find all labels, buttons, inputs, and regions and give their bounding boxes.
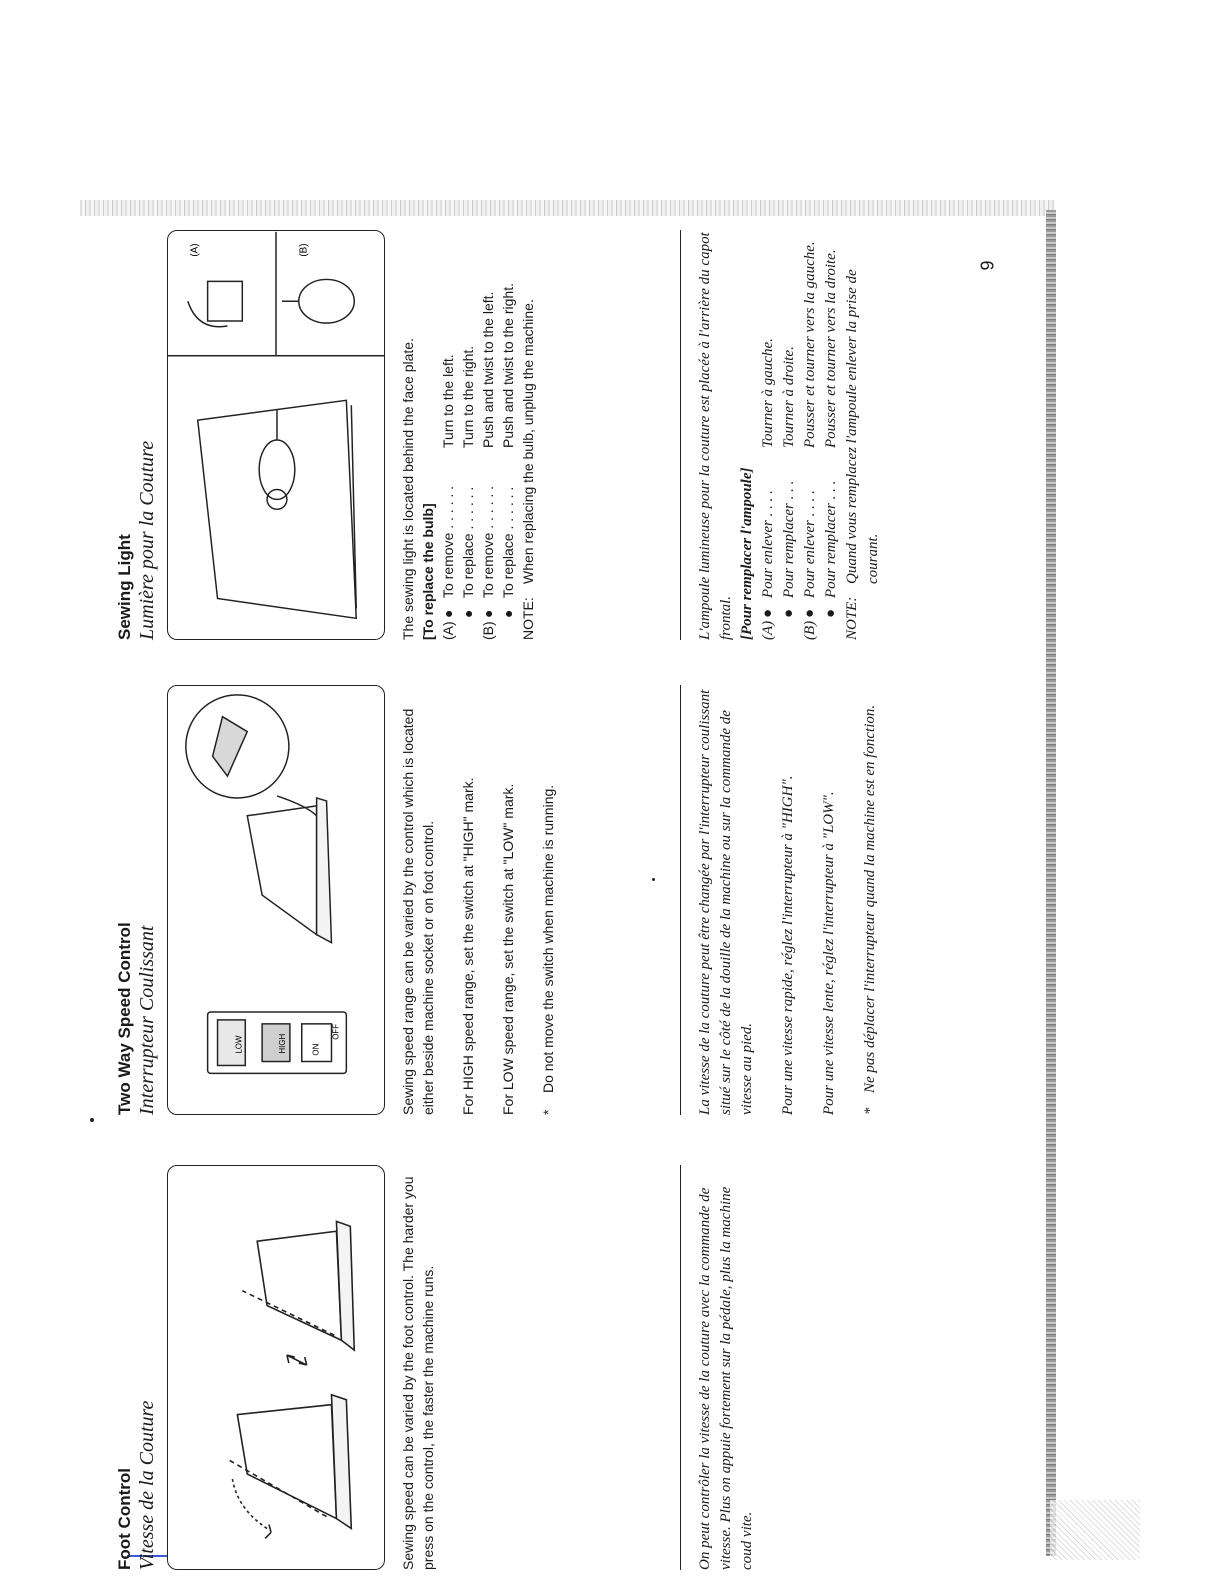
switch-label-on: ON [311, 1043, 321, 1056]
speed-control-text [398, 685, 558, 1115]
foot-control-title: Foot Control [115, 1468, 134, 1570]
bulb-step: ● To replace . . . . . . Push and twist to the right. [500, 283, 516, 618]
bulb-step-fr: ● Pour remplacer . . . Tourner à droite. [779, 230, 800, 640]
bulb-illustration [168, 231, 384, 639]
sewing-light-intro: The sewing light is located behind the face plate. [400, 338, 416, 640]
foot-control-figure [167, 1165, 385, 1570]
note-label-fr: NOTE: [844, 596, 860, 640]
foot-control-paragraph: Sewing speed can be varied by the foot control. The harder you press on the control, the faster the machine runs. [400, 1176, 436, 1570]
bulb-step: (A) ● To remove . . . . . . Turn to the left. [440, 354, 456, 640]
stray-dot [90, 1118, 94, 1122]
speed-control-section [115, 685, 878, 1115]
fig-label-a: (A) [189, 243, 201, 257]
note-text: When replacing the bulb, unplug the machine. [520, 299, 536, 584]
warning-star: * [540, 1109, 556, 1115]
note-text-fr: Quand vous remplacez l'ampoule enlever la prise de courant. [844, 269, 881, 584]
bulb-step-fr: (A) ● Pour enlever . . . . Tourner à gauche. [758, 230, 779, 640]
bulb-heading-fr: [Pour remplacer l'ampoule] [739, 467, 755, 640]
speed-control-title-fr: Interrupteur Coulissant [136, 925, 158, 1115]
speed-control-p1: Sewing speed range can be varied by the control which is located either beside machine socket or on foot control. [400, 708, 436, 1115]
switch-label-low: LOW [234, 1035, 244, 1054]
speed-control-p2-fr: Pour une vitesse rapide, réglez l'interrupteur à "HIGH". [780, 775, 796, 1115]
speed-control-title: Two Way Speed Control [115, 922, 134, 1115]
bulb-step-fr: ● Pour remplacer . . . Pousser et tourner vers la droite. [821, 230, 842, 640]
speed-control-p1-fr: La vitesse de la couture peut être changée par l'interrupteur coulissant situé sur le côté de la douille de la machine ou sur la commande de vitesse au pied. [697, 689, 755, 1115]
note-label: NOTE: [520, 597, 536, 640]
speed-control-p3: For LOW speed range, set the switch at "LOW" mark. [500, 783, 516, 1115]
speed-control-french [680, 685, 881, 1115]
speed-control-p3-fr: Pour une vitesse lente, réglez l'interrupteur à "LOW". [821, 791, 837, 1115]
fig-label-b: (B) [298, 243, 310, 257]
bullet-icon: ● [480, 609, 496, 618]
bulb-step-fr: (B) ● Pour enlever . . . . Pousser et tourner vers la gauche. [800, 230, 821, 640]
speed-control-p2: For HIGH speed range, set the switch at "HIGH" mark. [460, 777, 476, 1115]
speed-control-warning-fr [860, 685, 881, 1115]
sewing-light-note [518, 230, 538, 640]
foot-control-section [115, 1165, 755, 1570]
bulb-step: (B) ● To remove . . . . . . Push and twist to the left. [480, 291, 496, 640]
speed-control-p4-fr: Ne pas déplacer l'interrupteur quand la machine est en fonction. [862, 704, 878, 1093]
speed-switch-illustration [168, 686, 384, 1114]
bullet-icon: ● [460, 609, 476, 618]
bulb-step: ● To replace . . . . . . Turn to the right. [460, 345, 476, 618]
bullet-icon: ● [440, 609, 456, 618]
sewing-light-intro-fr: L'ampoule lumineuse pour la couture est placée à l'arrière du capot frontal. [697, 232, 734, 640]
manual-page [115, 230, 1075, 1570]
bullet-icon: ● [760, 608, 776, 618]
speed-control-p4: Do not move the switch when machine is running. [540, 784, 556, 1093]
sewing-light-title-fr: Lumière pour la Couture [136, 440, 158, 640]
bulb-heading: [To replace the bulb] [420, 503, 436, 640]
switch-label-off: OFF [331, 1023, 341, 1040]
foot-control-title-fr: Vitesse de la Couture [136, 1400, 158, 1570]
bullet-icon: ● [823, 608, 839, 618]
bullet-icon: ● [781, 608, 797, 618]
sewing-light-title: Sewing Light [115, 534, 134, 640]
sewing-light-french [680, 230, 884, 640]
speed-control-figure [167, 685, 385, 1115]
scan-artifact-band [80, 200, 1055, 216]
foot-control-text [398, 1165, 438, 1570]
sewing-light-note-fr [842, 230, 884, 640]
foot-control-paragraph-fr: On peut contrôler la vitesse de la couture avec la commande de vitesse. Plus on appuie fortement sur la pédale, plus la machine coud vite. [697, 1186, 755, 1570]
bullet-icon: ● [802, 608, 818, 618]
sewing-light-section [115, 230, 881, 640]
page-number: 9 [977, 260, 998, 271]
switch-label-high: HIGH [277, 1033, 287, 1054]
sewing-light-figure [167, 230, 385, 640]
sewing-light-text [398, 230, 538, 640]
foot-control-french [680, 1165, 758, 1570]
warning-star-fr: * [862, 1107, 878, 1115]
speed-control-warning [538, 685, 558, 1115]
bullet-icon: ● [500, 609, 516, 618]
foot-pedal-illustration [168, 1166, 384, 1569]
